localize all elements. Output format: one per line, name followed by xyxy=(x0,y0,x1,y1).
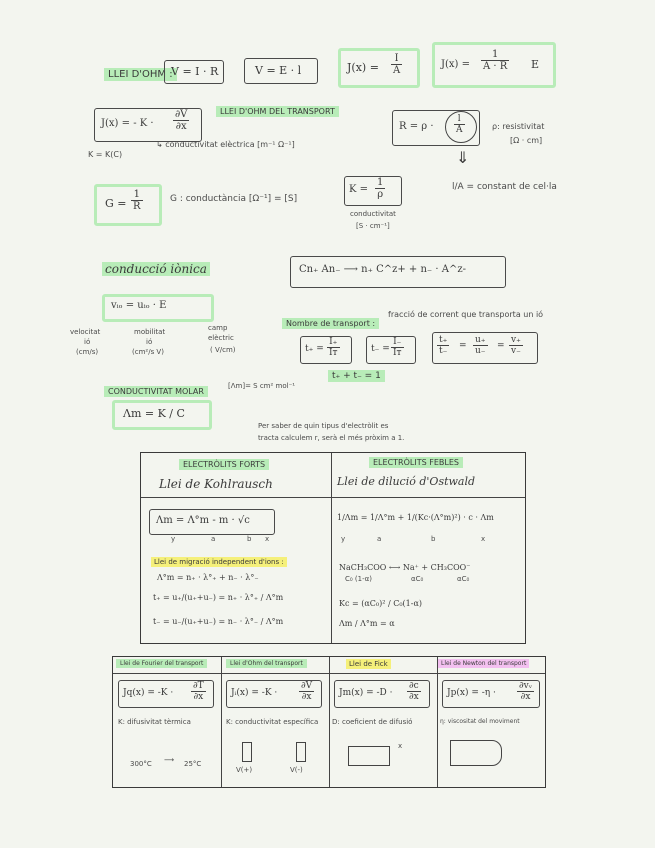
transport-eq-num: ∂V xyxy=(175,109,188,120)
rho-label: ρ: resistivitat xyxy=(492,122,545,131)
o-label-y: y xyxy=(341,535,346,543)
ohm-transport-eq: Jᵢ(x) = -K · xyxy=(231,688,278,698)
ohm-eq4-rhs: E xyxy=(531,58,540,71)
transport-sum: t₊ + t₋ = 1 xyxy=(328,370,385,382)
molar-unit: [Λm]= S cm² mol⁻¹ xyxy=(228,382,296,390)
kc-eq: Kc = (αC₀)² / C₀(1-α) xyxy=(339,599,422,608)
kohlrausch-eq-box xyxy=(149,509,275,535)
k-box xyxy=(344,176,402,206)
k-unit: [S · cm⁻¹] xyxy=(356,222,390,230)
v-label: velocitat xyxy=(70,328,101,336)
newton-num: ∂vᵥ xyxy=(519,681,533,691)
tminus-num: I₋ xyxy=(391,337,404,348)
u-unit: (cm²/s V) xyxy=(132,348,164,356)
fick-desc: D: coeficient de difusió xyxy=(332,718,413,726)
ratio-mid-num: u₊ xyxy=(475,335,486,345)
fourier-temp-hot: 300°C xyxy=(130,760,152,768)
velocity-eq: vᵢₒ = uᵢₒ · E xyxy=(111,300,167,311)
ohm-v-plus: V(+) xyxy=(236,766,253,774)
ohm-transport-eq-box xyxy=(226,680,322,708)
ohm-eq2: V = E · l xyxy=(255,64,302,77)
k-label-x: x xyxy=(265,535,270,543)
fick-num: ∂c xyxy=(407,681,421,692)
fick-x-label: x xyxy=(398,742,403,750)
ohm-eq1-box xyxy=(164,60,224,84)
v-unit: (cm/s) xyxy=(76,348,99,356)
tplus-lhs: t₊ = xyxy=(305,344,324,354)
down-arrow-icon: ⇓ xyxy=(456,148,470,167)
ratio-lhs-den: t₋ xyxy=(439,346,448,356)
cell-constant: l/A = constant de cel·la xyxy=(452,182,557,192)
k-label-a: a xyxy=(211,535,216,543)
k-label: conductivitat xyxy=(350,210,396,218)
e-label: camp xyxy=(208,324,228,332)
e-unit: ( V/cm) xyxy=(210,346,236,354)
ostwald-eq: 1/Λm = 1/Λ°m + 1/(Kc·(Λ°m)²) · c · Λm xyxy=(337,513,494,522)
ohm-eq4-num: 1 xyxy=(481,49,509,61)
fourier-temp-cold: 25°C xyxy=(184,760,202,768)
transport-eq-den: ∂x xyxy=(175,121,187,132)
u-label: mobilitat xyxy=(134,328,166,336)
rho-unit: [Ω · cm] xyxy=(510,136,543,145)
transport-eq-box xyxy=(94,108,202,142)
g-den: R xyxy=(133,201,141,212)
ohm-law-label: LLEI D'OHM : xyxy=(104,68,177,81)
tplus-num: I₊ xyxy=(327,337,340,348)
newton-den: ∂x xyxy=(520,692,531,702)
electrode-minus-icon xyxy=(296,742,306,762)
k-lhs: K = xyxy=(349,184,369,195)
kohlrausch-law: Llei de Kohlrausch xyxy=(159,477,273,491)
molar-eq: Λm = K / C xyxy=(123,407,185,420)
ohm-eq1: V = I · R xyxy=(171,65,219,78)
acetate-reaction: NaCH₃COO ⟷ Na⁺ + CH₃COO⁻ xyxy=(339,563,471,572)
weak-electrolytes-head: ELECTRÒLITS FEBLES xyxy=(369,457,463,468)
arrow-icon: ⟶ xyxy=(164,756,175,764)
transport-number-label: Nombre de transport : xyxy=(282,318,379,329)
law-fourier xyxy=(112,656,220,786)
ionic-title: conducció iònica xyxy=(102,262,210,276)
tplus-box xyxy=(300,336,352,364)
ratio-rhs-num: v₊ xyxy=(511,335,521,345)
ohm-eq4-lhs: J(x) = xyxy=(441,59,471,70)
fourier-title: Llei de Fourier del transport xyxy=(116,659,207,668)
strong-electrolytes-head: ELECTRÒLITS FORTS xyxy=(179,459,269,470)
ohm-eq3-num: I xyxy=(391,53,402,65)
conductivity-desc: ↳ conductivitat elèctrica [m⁻¹ Ω⁻¹] xyxy=(156,140,295,149)
r-lhs: R = ρ · xyxy=(399,121,434,132)
tminus-lhs: t₋ = xyxy=(371,344,390,354)
tminus-eq: t₋ = u₋/(u₊+u₋) = n₋ · λ°₋ / Λ°m xyxy=(153,617,284,626)
law-newton xyxy=(436,656,544,786)
fourier-desc: K: difusivitat tèrmica xyxy=(118,718,191,726)
conductance-desc: G : conductància [Ω⁻¹] = [S] xyxy=(170,194,298,204)
newton-eq-box xyxy=(442,680,540,708)
fick-title: Llei de Fick xyxy=(346,659,391,669)
ohm-v-minus: V(-) xyxy=(290,766,303,774)
r-den: A xyxy=(456,125,463,135)
newton-title: Llei de Newton del transport xyxy=(438,659,529,668)
note-line1: Per saber de quin tipus d'electròlit es xyxy=(258,422,389,430)
fourier-den: ∂x xyxy=(193,692,204,702)
g-num: 1 xyxy=(131,189,143,201)
newton-eq: Jp(x) = -η · xyxy=(447,688,496,698)
velocity-box xyxy=(102,294,214,322)
transport-label: LLEI D'OHM DEL TRANSPORT xyxy=(216,106,339,117)
kohlrausch-eq: Λm = Λ°m - m · √c xyxy=(156,515,250,526)
ratio-box: $\frac{t_+}{t_-}$ = $\frac{u_+}{u_-}$ = $\frac{v_+}{v_-}$ xyxy=(432,332,538,364)
k-label-y: y xyxy=(171,535,176,543)
note-line2: tracta calculem r, serà el més pròxim a 1. xyxy=(258,434,405,442)
l-over-a-circle xyxy=(445,111,477,143)
fourier-eq-box xyxy=(118,680,214,708)
ohm-eq4-den: A · R xyxy=(483,61,508,72)
fick-eq-box xyxy=(334,680,430,708)
molar-title: CONDUCTIVITAT MOLAR xyxy=(104,386,208,397)
tminus-box xyxy=(366,336,416,364)
tplus-den: Iᴛ xyxy=(329,348,338,358)
ratio-mid-den: u₋ xyxy=(475,346,486,356)
ohm-eq3-den: A xyxy=(393,65,401,76)
o-label-x: x xyxy=(481,535,486,543)
ohm-eq4-box xyxy=(432,42,556,88)
conductance-box xyxy=(94,184,162,226)
independent-migration-label: Llei de migració independent d'ions : xyxy=(151,557,287,567)
conc-anion: αC₀ xyxy=(457,575,470,583)
transport-eq-lhs: J(x) = - K · xyxy=(101,118,154,129)
fourier-num: ∂T xyxy=(193,681,204,691)
e-sub: elèctric xyxy=(208,334,234,342)
ionic-reaction: Cn₊ An₋ ⟶ n₊ C^z+ + n₋ · A^z- xyxy=(299,264,466,275)
tplus-eq: t₊ = u₊/(u₊+u₋) = n₊ · λ°₊ / Λ°m xyxy=(153,593,284,602)
r-num: l xyxy=(454,114,465,125)
u-sub: ió xyxy=(146,338,153,346)
law-fick xyxy=(328,656,436,786)
k-definition: K = K(C) xyxy=(88,150,123,159)
transport-number-desc: fracció de corrent que transporta un ió xyxy=(388,310,544,319)
alpha-eq: Λm / Λ°m = α xyxy=(339,619,395,628)
tminus-den: Iᴛ xyxy=(393,348,402,358)
indep-eq: Λ°m = n₊ · λ°₊ + n₋ · λ°₋ xyxy=(157,573,259,582)
ohm-transport-den: ∂x xyxy=(301,692,312,702)
ohm-eq3-box xyxy=(338,48,420,88)
velocity-profile-icon xyxy=(450,740,502,766)
o-label-a: a xyxy=(377,535,382,543)
k-label-b: b xyxy=(247,535,252,543)
k-den: ρ xyxy=(377,189,384,200)
diffusion-block-icon xyxy=(348,746,390,766)
ostwald-law: Llei de dilució d'Ostwald xyxy=(337,475,476,488)
ohm-transport-num: ∂V xyxy=(301,681,313,691)
v-sub: ió xyxy=(84,338,91,346)
ohm-transport-title: Llei d'Ohm del transport xyxy=(226,659,307,668)
ratio-lhs-num: t₊ xyxy=(439,335,448,345)
electrode-plus-icon xyxy=(242,742,252,762)
reaction-box xyxy=(290,256,506,288)
law-ohm xyxy=(220,656,328,786)
o-label-b: b xyxy=(431,535,436,543)
ohm-eq2-box xyxy=(244,58,318,84)
molar-eq-box xyxy=(112,400,212,430)
conc-cation: αC₀ xyxy=(411,575,424,583)
electrolyte-table xyxy=(140,452,526,644)
k-num: 1 xyxy=(377,177,384,188)
g-lhs: G = xyxy=(105,197,127,210)
resistance-box xyxy=(392,110,480,146)
ohm-eq3-lhs: J(x) = xyxy=(347,61,379,74)
conc-undiss: C₀ (1-α) xyxy=(345,575,372,583)
ratio-rhs-den: v₋ xyxy=(511,346,521,356)
newton-desc: η: viscositat del moviment xyxy=(440,718,520,725)
fourier-eq: Jq(x) = -K · xyxy=(123,688,174,698)
ohm-transport-desc: K: conductivitat específica xyxy=(226,718,319,726)
fick-eq: Jm(x) = -D · xyxy=(339,688,393,698)
fick-den: ∂x xyxy=(409,692,419,702)
